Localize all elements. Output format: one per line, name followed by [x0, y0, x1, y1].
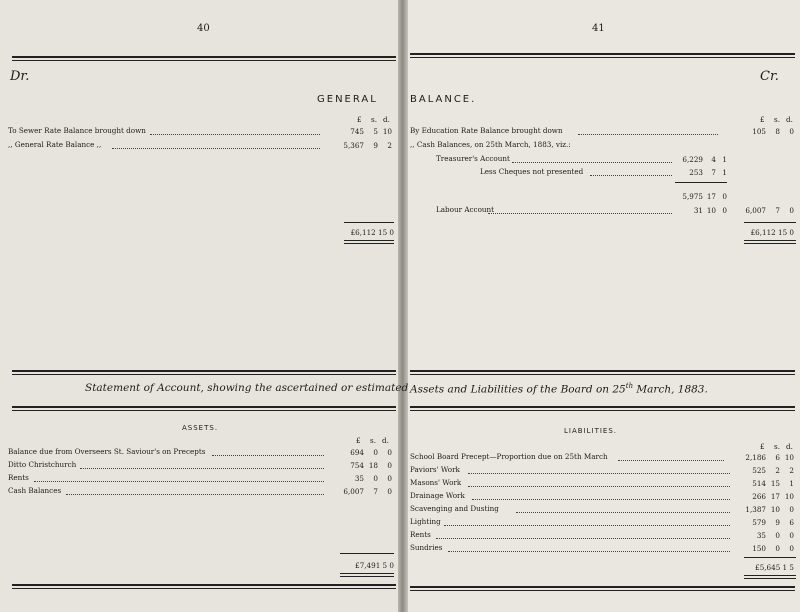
leader-dots	[112, 142, 320, 149]
debit-row-label: To Sewer Rate Balance brought down	[8, 126, 146, 135]
left-page-number: 40	[197, 23, 210, 34]
liability-row-pounds: 514	[752, 479, 766, 488]
liability-row-label: Masons' Work	[410, 478, 462, 487]
labour-label: Labour Account	[436, 205, 495, 214]
section-rule-left-thin	[12, 374, 396, 375]
total-rule	[340, 576, 394, 577]
leader-dots	[618, 454, 724, 461]
leader-dots	[212, 449, 324, 456]
total-rule	[344, 243, 394, 244]
asset-row-label: Balance due from Overseers St. Saviour's on Precepts	[8, 447, 206, 456]
top-rule-right	[410, 53, 795, 55]
liability-row-pence: 0	[789, 531, 794, 540]
liability-row-shillings: 17	[770, 492, 780, 501]
cash-balances-label: ,, Cash Balances, on 25th March, 1883, viz.:	[410, 140, 571, 149]
total-rule	[744, 240, 796, 241]
liability-row-label: Rents	[410, 530, 431, 539]
asset-row-pence: 0	[387, 487, 392, 496]
liability-row-shillings: 0	[775, 531, 780, 540]
leader-dots	[436, 532, 730, 539]
section-rule-right-thin	[410, 374, 795, 375]
liability-row-pence: 10	[784, 453, 794, 462]
header-pounds: £	[357, 115, 362, 124]
right-page-number: 41	[592, 23, 605, 34]
cheques-pounds: 253	[689, 168, 703, 177]
bottom-rule-right-thin	[410, 590, 795, 591]
asset-row-pence: 0	[387, 461, 392, 470]
heading-balance: BALANCE.	[410, 94, 477, 105]
asset-row-shillings: 18	[368, 461, 378, 470]
debit-row-pounds: 5,367	[343, 141, 364, 150]
credit-total: £6,112 15 0	[750, 228, 794, 237]
header-pence: d.	[383, 115, 390, 124]
leader-dots	[66, 488, 324, 495]
asset-row-label: Rents	[8, 473, 29, 482]
debit-row-label: ,, General Rate Balance ,,	[8, 140, 102, 149]
liability-row-shillings: 0	[775, 544, 780, 553]
debit-row-shillings: 5	[373, 127, 378, 136]
header-shillings: s.	[371, 115, 377, 124]
debit-total: £6,112 15 0	[350, 228, 394, 237]
header-pounds: £	[760, 442, 765, 451]
subtotal-rule	[675, 182, 727, 183]
leader-dots	[578, 128, 718, 135]
asset-row-pence: 0	[387, 448, 392, 457]
treasurer-label: Treasurer's Account	[436, 154, 510, 163]
cr-label: Cr.	[760, 69, 779, 84]
leader-dots	[468, 480, 730, 487]
header-pence: d.	[786, 115, 793, 124]
debit-row-shillings: 9	[373, 141, 378, 150]
bottom-rule-left-thin	[12, 588, 396, 589]
total-rule	[340, 553, 394, 554]
liability-row-label: School Board Precept—Proportion due on 25th March	[410, 452, 608, 461]
credit-education-shillings: 8	[775, 127, 780, 136]
total-rule	[744, 575, 796, 576]
net-shillings: 17	[706, 192, 716, 201]
bottom-rule-left	[12, 584, 396, 586]
bottom-rule-right	[410, 586, 795, 588]
leader-dots	[516, 506, 730, 513]
liability-row-pounds: 1,387	[745, 505, 766, 514]
total-rule	[340, 573, 394, 574]
liability-row-pounds: 150	[752, 544, 766, 553]
liability-row-shillings: 9	[775, 518, 780, 527]
labour-shillings: 10	[706, 206, 716, 215]
liability-row-label: Drainage Work	[410, 491, 465, 500]
section-rule-left	[12, 406, 396, 408]
header-pence: d.	[382, 436, 389, 445]
leader-dots	[512, 156, 672, 163]
liability-row-pounds: 525	[752, 466, 766, 475]
treasurer-pence: 1	[722, 155, 727, 164]
total-rule	[744, 578, 796, 579]
header-pounds: £	[760, 115, 765, 124]
treasurer-shillings: 4	[711, 155, 716, 164]
cheques-label: Less Cheques not presented	[480, 167, 584, 176]
labour-pence: 0	[722, 206, 727, 215]
section-rule-right	[410, 370, 795, 372]
book-gutter	[398, 0, 408, 612]
liability-row-label: Scavenging and Dusting	[410, 504, 499, 513]
section-rule-right	[410, 406, 795, 408]
total-rule	[744, 222, 796, 223]
total-rule	[344, 240, 394, 241]
section-rule-right-thin	[410, 410, 795, 411]
assets-total: £7,491 5 0	[355, 561, 394, 570]
asset-row-pounds: 754	[350, 461, 364, 470]
labour-total-pence: 0	[789, 206, 794, 215]
liability-row-pence: 10	[784, 492, 794, 501]
liability-row-shillings: 6	[775, 453, 780, 462]
debit-row-pence: 10	[382, 127, 392, 136]
header-shillings: s.	[774, 115, 780, 124]
heading-general: GENERAL	[317, 94, 378, 105]
asset-row-shillings: 0	[373, 448, 378, 457]
dr-label: Dr.	[10, 69, 30, 84]
liability-row-pence: 1	[789, 479, 794, 488]
credit-education-pence: 0	[789, 127, 794, 136]
liability-row-label: Lighting	[410, 517, 441, 526]
liability-row-shillings: 2	[775, 466, 780, 475]
top-rule-right-thin	[410, 57, 795, 58]
cheques-shillings: 7	[711, 168, 716, 177]
liability-row-pounds: 35	[756, 531, 766, 540]
liability-row-label: Sundries	[410, 543, 443, 552]
asset-row-label: Cash Balances	[8, 486, 62, 495]
asset-row-shillings: 7	[373, 487, 378, 496]
section-rule-left-thin	[12, 410, 396, 411]
leader-dots	[488, 207, 672, 214]
section-rule-left	[12, 370, 396, 372]
liability-row-shillings: 10	[770, 505, 780, 514]
liability-row-pounds: 266	[752, 492, 766, 501]
leader-dots	[34, 475, 324, 482]
total-rule	[744, 243, 796, 244]
top-rule-left-thin	[12, 60, 396, 61]
header-shillings: s.	[774, 442, 780, 451]
asset-row-shillings: 0	[373, 474, 378, 483]
assets-title: ASSETS.	[182, 424, 219, 432]
leader-dots	[448, 545, 730, 552]
liability-row-pence: 0	[789, 505, 794, 514]
net-pounds: 5,975	[682, 192, 703, 201]
leader-dots	[472, 493, 730, 500]
credit-education-label: By Education Rate Balance brought down	[410, 126, 563, 135]
asset-row-label: Ditto Christchurch	[8, 460, 77, 469]
header-pounds: £	[356, 436, 361, 445]
credit-education-pounds: 105	[752, 127, 766, 136]
labour-pounds: 31	[693, 206, 703, 215]
debit-row-pence: 2	[387, 141, 392, 150]
asset-row-pence: 0	[387, 474, 392, 483]
liability-row-pence: 2	[789, 466, 794, 475]
liability-row-pounds: 579	[752, 518, 766, 527]
leader-dots	[444, 519, 730, 526]
liability-row-label: Paviors' Work	[410, 465, 460, 474]
labour-total-shillings: 7	[775, 206, 780, 215]
liabilities-title: LIABILITIES.	[564, 427, 618, 435]
liabilities-total: £5,645 1 5	[755, 563, 794, 572]
leader-dots	[150, 128, 320, 135]
leader-dots	[80, 462, 324, 469]
labour-total-pounds: 6,007	[745, 206, 766, 215]
total-rule	[744, 557, 796, 558]
statement-title-right: Assets and Liabilities of the Board on 25th March, 1883.	[410, 382, 708, 396]
cheques-pence: 1	[722, 168, 727, 177]
top-rule-left	[12, 56, 396, 58]
leader-dots	[590, 169, 672, 176]
leader-dots	[468, 467, 730, 474]
treasurer-pounds: 6,229	[682, 155, 703, 164]
header-shillings: s.	[370, 436, 376, 445]
debit-row-pounds: 745	[350, 127, 364, 136]
asset-row-pounds: 6,007	[343, 487, 364, 496]
statement-title-left: Statement of Account, showing the ascertained or estimated	[85, 382, 409, 394]
asset-row-pounds: 35	[354, 474, 364, 483]
liability-row-pence: 6	[789, 518, 794, 527]
liability-row-pence: 0	[789, 544, 794, 553]
net-pence: 0	[722, 192, 727, 201]
asset-row-pounds: 694	[350, 448, 364, 457]
liability-row-shillings: 15	[770, 479, 780, 488]
liability-row-pounds: 2,186	[745, 453, 766, 462]
header-pence: d.	[786, 442, 793, 451]
total-rule	[344, 222, 394, 223]
